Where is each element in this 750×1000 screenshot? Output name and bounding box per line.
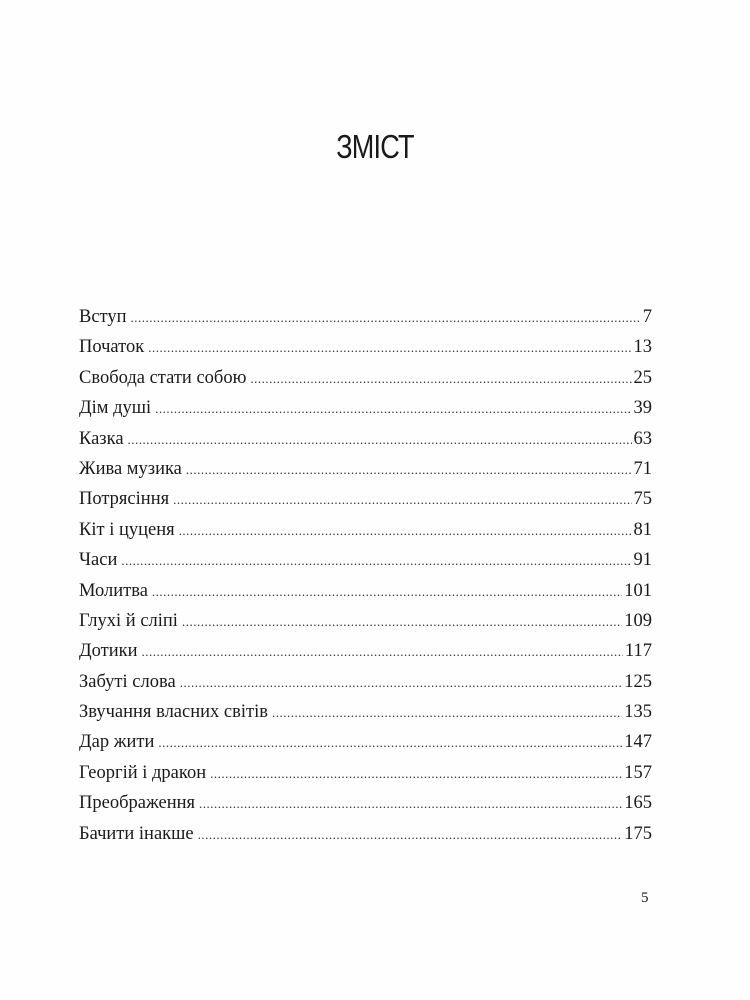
dot-leader bbox=[158, 728, 622, 758]
toc-entry-page: 157 bbox=[624, 762, 652, 783]
toc-entry-title: Свобода стати собою bbox=[79, 367, 247, 388]
toc-entry-title: Преображення bbox=[79, 793, 196, 814]
dot-leader bbox=[272, 698, 622, 728]
toc-entry-title: Кіт і цуценя bbox=[79, 519, 175, 540]
toc-entry-page: 91 bbox=[633, 550, 652, 571]
toc-entry-title: Потрясіння bbox=[79, 489, 170, 510]
dot-leader bbox=[186, 455, 632, 485]
toc-entry bbox=[79, 758, 652, 788]
dot-leader bbox=[198, 820, 623, 850]
dot-leader bbox=[142, 637, 623, 667]
dot-leader bbox=[173, 485, 631, 515]
page-title: ЗМІСТ bbox=[336, 128, 414, 165]
dot-leader bbox=[148, 333, 631, 363]
toc-entry-page: 101 bbox=[624, 580, 652, 601]
toc-entry-title: Забуті слова bbox=[79, 671, 176, 692]
toc-entry bbox=[79, 454, 652, 484]
dot-leader bbox=[210, 759, 622, 789]
toc-entry-title: Георгій і дракон bbox=[79, 762, 207, 783]
toc-entry-page: 117 bbox=[624, 641, 652, 662]
dot-leader bbox=[131, 303, 641, 333]
dot-leader bbox=[155, 394, 631, 424]
dot-leader bbox=[179, 516, 632, 546]
toc-entry-title: Дім душі bbox=[79, 398, 152, 419]
toc-entry bbox=[79, 667, 652, 697]
dot-leader bbox=[121, 546, 631, 576]
toc-entry-page: 109 bbox=[624, 610, 652, 631]
toc-entry-page: 71 bbox=[633, 458, 652, 479]
toc-entry bbox=[79, 393, 652, 423]
dot-leader bbox=[152, 577, 622, 607]
toc-entry-page: 13 bbox=[633, 337, 652, 358]
toc-entry-title: Глухі й сліпі bbox=[79, 610, 178, 631]
toc-entry-page: 175 bbox=[624, 823, 652, 844]
table-of-contents bbox=[79, 302, 652, 849]
toc-entry-page: 63 bbox=[633, 428, 652, 449]
toc-entry-page: 7 bbox=[642, 307, 652, 327]
toc-entry bbox=[79, 515, 652, 545]
toc-entry bbox=[79, 424, 652, 454]
toc-entry bbox=[79, 606, 652, 636]
toc-entry bbox=[79, 727, 652, 757]
toc-entry bbox=[79, 697, 652, 727]
toc-entry bbox=[79, 302, 652, 332]
toc-entry-page: 75 bbox=[633, 489, 652, 510]
toc-entry-title: Початок bbox=[79, 337, 145, 358]
toc-entry-title: Часи bbox=[79, 550, 118, 571]
toc-entry bbox=[79, 363, 652, 393]
toc-entry bbox=[79, 484, 652, 514]
dot-leader bbox=[128, 425, 632, 455]
toc-entry-title: Вступ bbox=[79, 307, 127, 327]
toc-entry-page: 135 bbox=[624, 702, 652, 723]
toc-entry bbox=[79, 332, 652, 362]
toc-entry-page: 165 bbox=[624, 793, 652, 814]
toc-entry bbox=[79, 545, 652, 575]
toc-entry-title: Дар жити bbox=[79, 732, 155, 753]
toc-entry-page: 147 bbox=[624, 732, 652, 753]
toc-entry-page: 39 bbox=[633, 398, 652, 419]
toc-entry-title: Молитва bbox=[79, 580, 148, 601]
toc-entry-title: Жива музика bbox=[79, 458, 182, 479]
toc-entry bbox=[79, 819, 652, 849]
page-number: 5 bbox=[641, 890, 649, 906]
dot-leader bbox=[199, 789, 622, 819]
toc-entry bbox=[79, 636, 652, 666]
toc-entry bbox=[79, 576, 652, 606]
dot-leader bbox=[182, 607, 622, 637]
toc-entry-title: Дотики bbox=[79, 641, 138, 662]
toc-entry-title: Бачити інакше bbox=[79, 823, 194, 844]
toc-entry-page: 125 bbox=[624, 671, 652, 692]
dot-leader bbox=[250, 364, 631, 394]
toc-entry-page: 25 bbox=[633, 367, 652, 388]
toc-entry-page: 81 bbox=[633, 519, 652, 540]
dot-leader bbox=[180, 668, 623, 698]
toc-entry-title: Казка bbox=[79, 428, 124, 449]
toc-entry bbox=[79, 788, 652, 818]
toc-entry-title: Звучання власних світів bbox=[79, 702, 268, 723]
